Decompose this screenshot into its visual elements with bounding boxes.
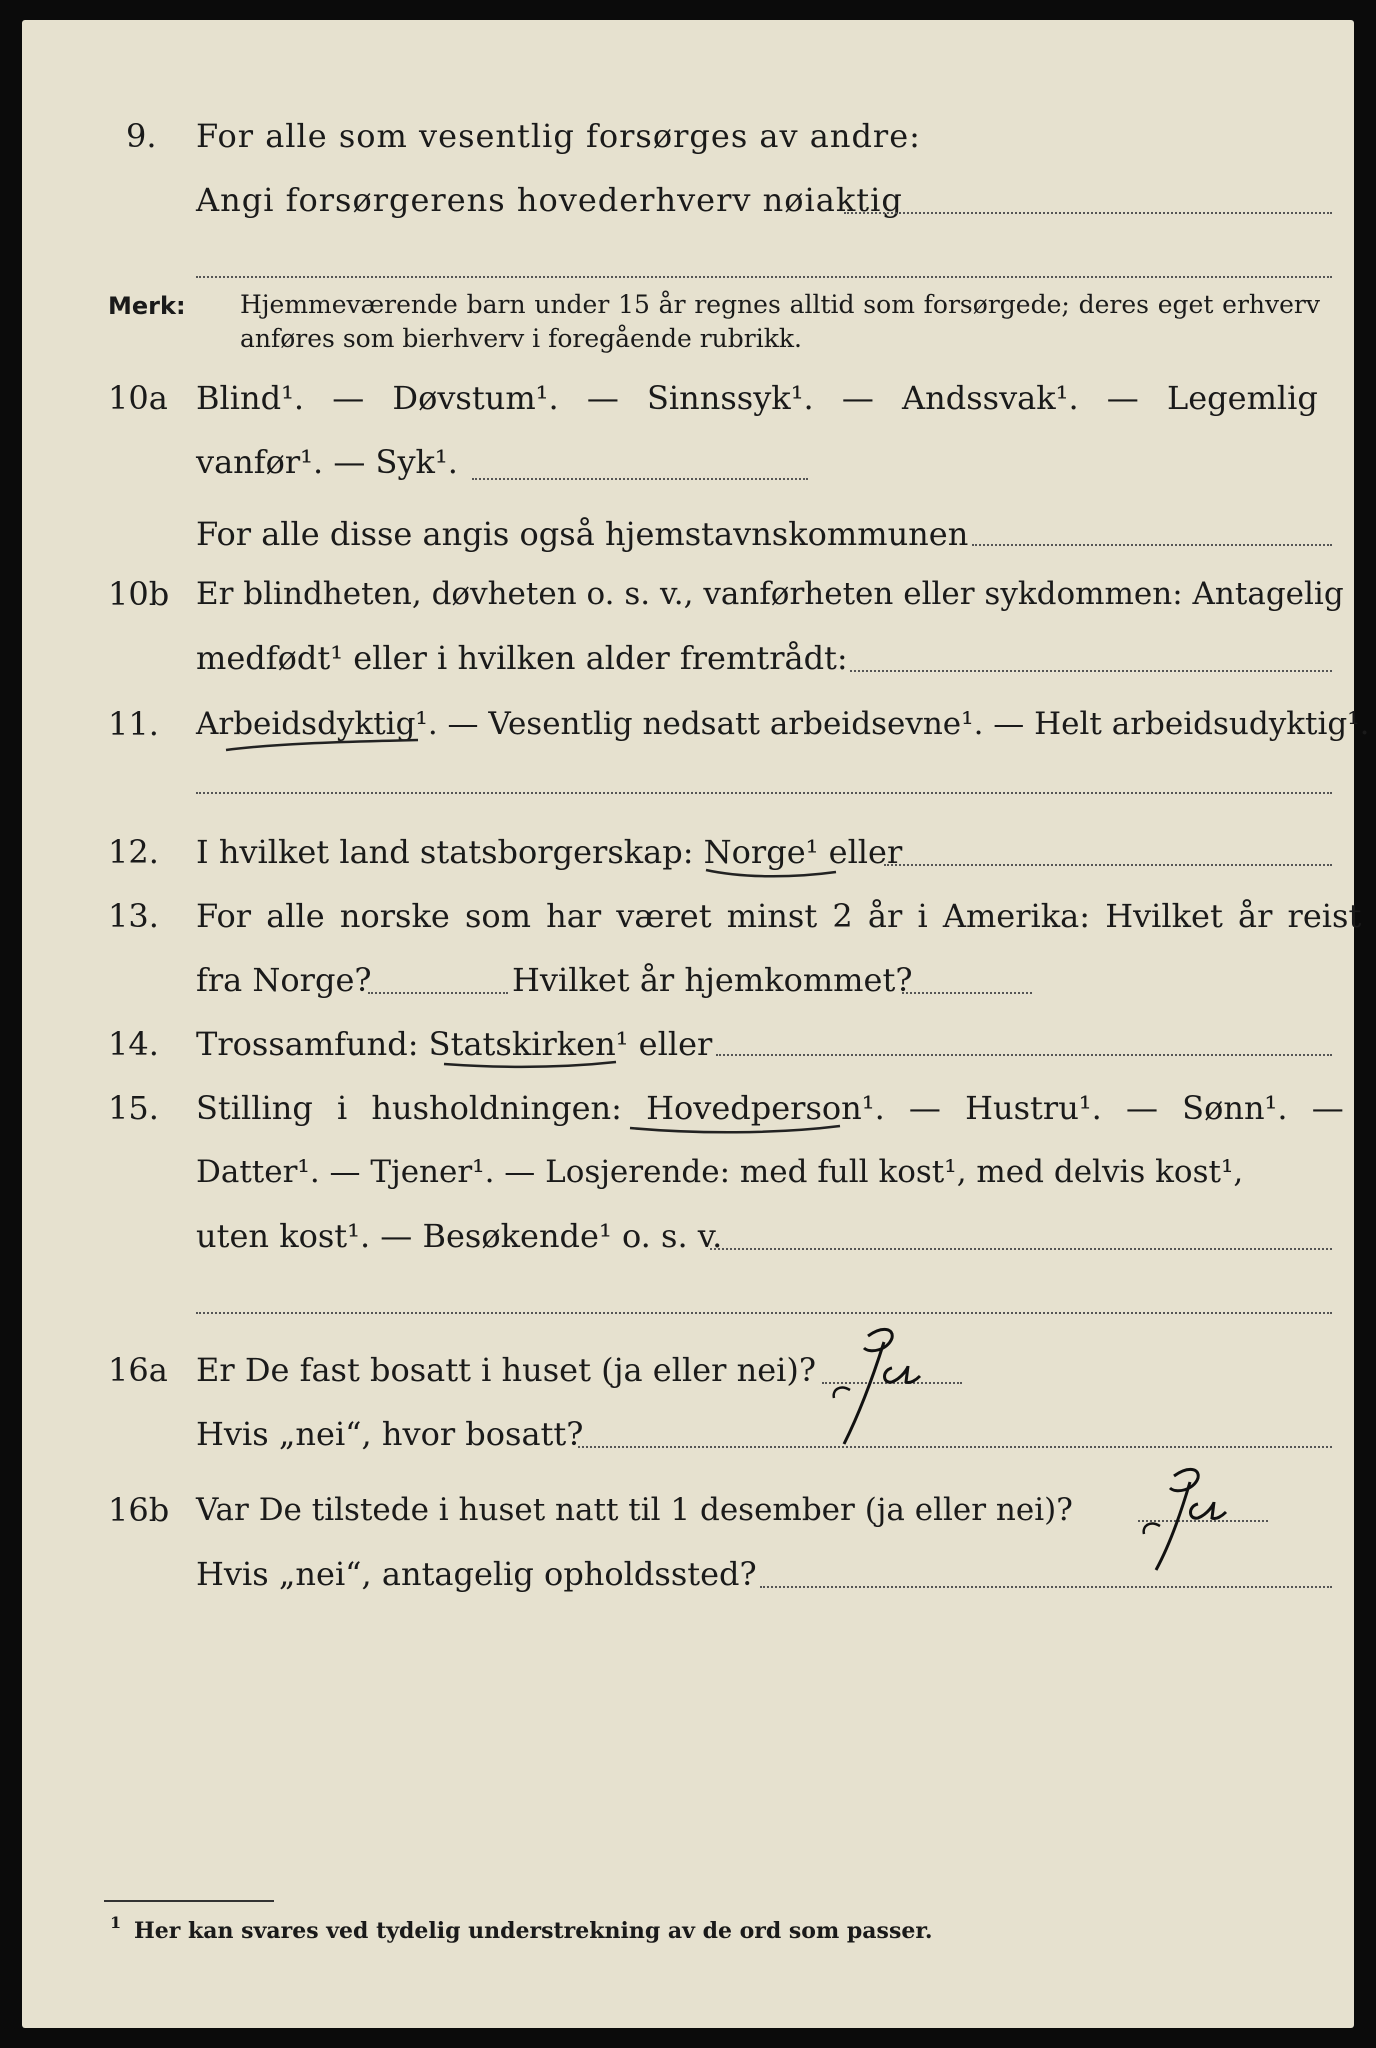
q15-answer-line-2[interactable] xyxy=(196,1312,1332,1314)
q10b-number: 10b xyxy=(108,575,170,613)
q12-answer-line[interactable] xyxy=(884,864,1332,866)
q12-number: 12. xyxy=(108,833,159,871)
footnote-mark: 1 xyxy=(110,1913,122,1932)
q10b-line2: medfødt¹ eller i hvilken alder fremtrådt: xyxy=(196,639,848,677)
q9-answer-line[interactable] xyxy=(844,212,1332,214)
q13-number: 13. xyxy=(108,897,159,935)
q16a-residence-line[interactable] xyxy=(578,1446,1332,1448)
q10b-answer-line[interactable] xyxy=(850,670,1332,672)
q13-line2b: Hvilket år hjemkommet? xyxy=(512,961,913,999)
merk-note: Hjemmeværende barn under 15 år regnes alltid som forsørgede; deres eget erhverv anføres som bierhverv i foregående rubrikk. xyxy=(240,290,1320,353)
q16b-number: 16b xyxy=(108,1491,170,1529)
q16b-line1: Var De tilstede i huset natt til 1 desember (ja eller nei)? xyxy=(196,1492,1073,1528)
q15-answer-line[interactable] xyxy=(710,1248,1332,1250)
q13-year-returned-line[interactable] xyxy=(902,992,1032,994)
q15-line2: Datter¹. — Tjener¹. — Losjerende: med full kost¹, med delvis kost¹, xyxy=(196,1154,1244,1190)
q14-line1: Trossamfund: Statskirken¹ eller xyxy=(196,1025,713,1063)
footnote-text: Her kan svares ved tydelig understrekning av de ord som passer. xyxy=(134,1918,933,1944)
q15-number: 15. xyxy=(108,1089,159,1127)
q12-underline-mark xyxy=(702,864,842,884)
q10a-line3: For alle disse angis også hjemstavnskommunen xyxy=(196,515,969,553)
q10a-number: 10a xyxy=(108,379,168,417)
q16a-line1: Er De fast bosatt i huset (ja eller nei)? xyxy=(196,1351,817,1389)
q16a-line2: Hvis „nei“, hvor bosatt? xyxy=(196,1415,584,1453)
q10a-line1: Blind¹. — Døvstum¹. — Sinnssyk¹. — Andssvak¹. — Legemlig xyxy=(196,379,1318,417)
q9-line1: For alle som vesentlig forsørges av andre: xyxy=(196,117,921,155)
q10a-line2: vanfør¹. — Syk¹. xyxy=(196,443,458,481)
merk-label: Merk: xyxy=(108,292,186,320)
q13-line2a: fra Norge? xyxy=(196,961,372,999)
q10b-line1: Er blindheten, døvheten o. s. v., vanførheten eller sykdommen: Antagelig xyxy=(196,576,1344,612)
q16b-whereabouts-line[interactable] xyxy=(760,1586,1332,1588)
q10a-home-municipality-line[interactable] xyxy=(972,544,1332,546)
q14-underline-mark xyxy=(440,1056,620,1076)
q9-number: 9. xyxy=(126,117,157,155)
q15-underline-mark xyxy=(626,1120,846,1140)
q11-answer-line[interactable] xyxy=(196,792,1332,794)
q11-underline-mark xyxy=(222,736,422,756)
q16a-handwritten-answer xyxy=(822,1320,932,1450)
q13-year-left-line[interactable] xyxy=(368,992,508,994)
census-form-page xyxy=(22,20,1370,2028)
q12-line1: I hvilket land statsborgerskap: Norge¹ eller xyxy=(196,833,903,871)
q16b-handwritten-answer xyxy=(1130,1460,1240,1580)
footnote-rule xyxy=(104,1900,274,1902)
q9-answer-line-2[interactable] xyxy=(196,276,1332,278)
q15-line1: Stilling i husholdningen: Hovedperson¹. — Hustru¹. — Sønn¹. — xyxy=(196,1089,1344,1127)
q16b-line2: Hvis „nei“, antagelig opholdssted? xyxy=(196,1555,757,1593)
q16a-number: 16a xyxy=(108,1351,168,1389)
q15-line3: uten kost¹. — Besøkende¹ o. s. v. xyxy=(196,1217,723,1255)
q11-number: 11. xyxy=(108,705,159,743)
q11-line1: Arbeidsdyktig¹. — Vesentlig nedsatt arbeidsevne¹. — Helt arbeidsudyktig¹. xyxy=(196,706,1370,742)
q10a-answer-line[interactable] xyxy=(472,478,808,480)
q9-line2: Angi forsørgerens hovederhverv nøiaktig xyxy=(196,181,903,219)
q14-number: 14. xyxy=(108,1025,159,1063)
q14-answer-line[interactable] xyxy=(716,1054,1332,1056)
q13-line1: For alle norske som har været minst 2 år i Amerika: Hvilket år reist xyxy=(196,897,1362,935)
